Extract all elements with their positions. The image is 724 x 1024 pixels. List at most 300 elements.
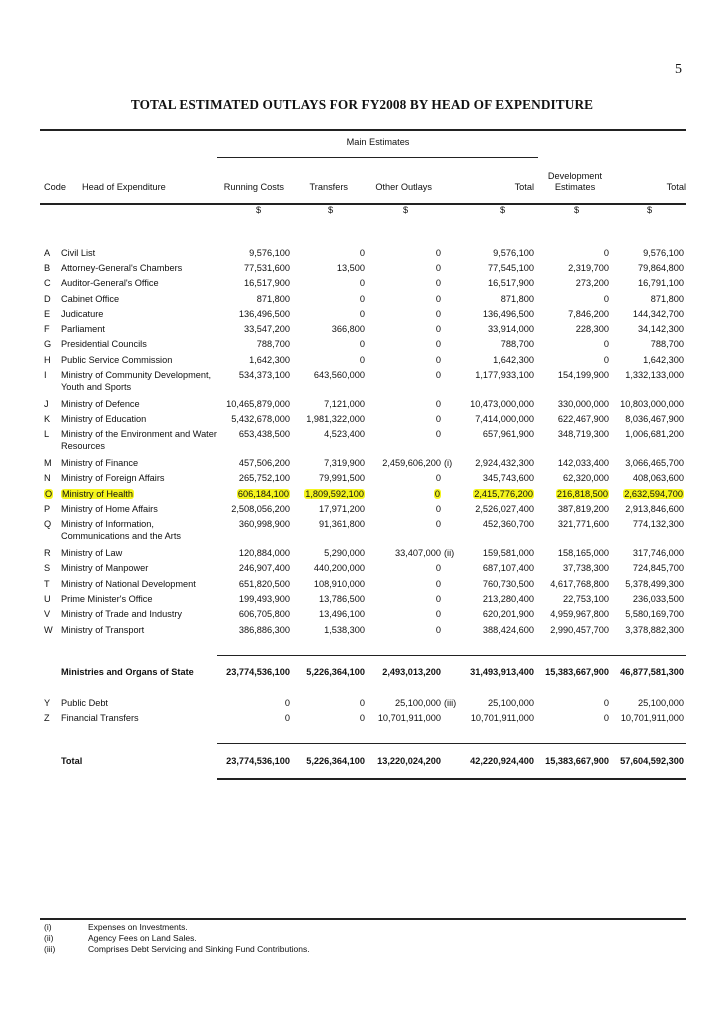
row-transfers: 91,361,800 (319, 519, 365, 529)
row-other-outlays: 0 (435, 370, 441, 380)
row-main-total: 1,177,933,100 (475, 370, 534, 380)
col-header-running-costs: Running Costs (223, 182, 284, 192)
row-running-costs: 653,438,500 (238, 429, 290, 439)
row-grand-total: 16,791,100 (638, 278, 684, 288)
row-grand-total: 5,580,169,700 (625, 609, 684, 619)
row-other-outlays: 0 (435, 355, 441, 365)
total-running: 23,774,536,100 (226, 756, 290, 766)
row-main-total: 452,360,700 (482, 519, 534, 529)
row-other-outlays: 0 (435, 504, 441, 514)
row-head (61, 324, 105, 336)
row-head (61, 339, 147, 351)
row-grand-total: 1,006,681,200 (625, 429, 684, 439)
table-row (0, 355, 724, 369)
row-other-outlays: 0 (435, 324, 441, 334)
col-header-other-outlays: Other Outlays (375, 182, 432, 192)
row-other-outlays: 0 (435, 625, 441, 635)
row-code: Q (44, 519, 52, 529)
highlight-mark: 216,818,500 (556, 489, 608, 499)
row-transfers: 13,500 (336, 263, 365, 273)
row-grand-total: 788,700 (650, 339, 684, 349)
row-running-costs: 1,642,300 (249, 355, 290, 365)
row-head-line1: Ministry of Transport (61, 625, 145, 635)
table-row (0, 473, 724, 487)
row-running-costs: 606,705,800 (238, 609, 290, 619)
row-running-costs: 33,547,200 (244, 324, 290, 334)
row-running-costs: 5,432,678,000 (231, 414, 290, 424)
row-transfers: 4,523,400 (324, 429, 365, 439)
row-running-costs: 788,700 (256, 339, 290, 349)
row-footnote-mark: (i) (444, 458, 453, 468)
table-row (0, 458, 724, 472)
highlight-mark: 606,184,100 (237, 489, 289, 499)
row-main-total: 345,743,600 (482, 473, 534, 483)
subtotal-grand-total: 46,877,581,300 (620, 667, 684, 677)
row-main-total (473, 489, 534, 499)
row-development: 2,990,457,700 (550, 625, 609, 635)
row-code: V (44, 609, 51, 619)
row-head (61, 594, 152, 606)
row-transfers: 0 (359, 339, 365, 349)
row-development: 2,319,700 (568, 263, 609, 273)
table-row (0, 489, 724, 503)
subtotal-development: 15,383,667,900 (545, 667, 609, 677)
row-other-outlays: 0 (435, 399, 441, 409)
currency-running: $ (256, 205, 262, 215)
row-head (61, 625, 144, 637)
row-other-outlays: 2,459,606,200 (382, 458, 441, 468)
row-code: I (44, 370, 47, 380)
row-main-total: 2,526,027,400 (475, 504, 534, 514)
row-running-costs: 10,465,879,000 (226, 399, 290, 409)
row-running-costs: 265,752,100 (238, 473, 290, 483)
subtotal-top-rule (217, 655, 686, 656)
row-code: L (44, 429, 50, 439)
subtotal-running: 23,774,536,100 (226, 667, 290, 677)
row-head-line1: Civil List (61, 248, 96, 258)
row-grand-total: 317,746,000 (632, 548, 684, 558)
col-header-head: Head of Expenditure (82, 182, 166, 192)
row-head-line1: Public Service Commission (61, 355, 173, 365)
row-other-outlays: 0 (435, 563, 441, 573)
row-transfers: 13,786,500 (319, 594, 365, 604)
row-transfers: 1,538,300 (324, 625, 365, 635)
row-transfers: 1,981,322,000 (306, 414, 365, 424)
table-top-rule (40, 129, 686, 131)
main-estimates-rule (217, 157, 538, 158)
row-main-total: 871,800 (500, 294, 534, 304)
row-code: N (44, 473, 51, 483)
subtotal-label: Ministries and Organs of State (61, 667, 194, 677)
row-other-outlays: 0 (435, 519, 441, 529)
row-head-line1: Ministry of Finance (61, 458, 139, 468)
row-footnote-mark: (ii) (444, 548, 455, 558)
footnote-text: Expenses on Investments. (88, 922, 188, 932)
row-transfers: 0 (359, 309, 365, 319)
main-estimates-label: Main Estimates (346, 137, 410, 147)
row-grand-total: 724,845,700 (632, 563, 684, 573)
footnote-mark: (ii) (44, 933, 54, 943)
row-footnote-mark: (iii) (444, 698, 457, 708)
row-development: 62,320,000 (563, 473, 609, 483)
total-main-total: 42,220,924,400 (470, 756, 534, 766)
table-row (0, 609, 724, 623)
subtotal-row (0, 667, 724, 681)
row-transfers: 17,971,200 (319, 504, 365, 514)
row-development: 348,719,300 (557, 429, 609, 439)
row-code: J (44, 399, 49, 409)
page-number: 5 (675, 62, 682, 77)
subtotal-other: 2,493,013,200 (382, 667, 441, 677)
row-running-costs: 871,800 (256, 294, 290, 304)
row-transfers (304, 489, 365, 499)
table-row (0, 713, 724, 727)
row-head: Public Debt (61, 698, 108, 708)
row-transfers: 643,560,000 (313, 370, 365, 380)
row-running-costs: 120,884,000 (238, 548, 290, 558)
row-grand-total: 2,913,846,600 (625, 504, 684, 514)
row-development: 0 (603, 248, 609, 258)
table-row (0, 324, 724, 338)
row-code: W (44, 625, 53, 635)
table-row (0, 414, 724, 428)
row-main-total: 7,414,000,000 (475, 414, 534, 424)
col-header-development (535, 171, 615, 193)
row-running-costs: 77,531,600 (244, 263, 290, 273)
total-label: Total (61, 756, 83, 766)
row-running-costs (237, 489, 290, 499)
row-transfers: 440,200,000 (313, 563, 365, 573)
row-other-outlays: 0 (435, 294, 441, 304)
row-code: A (44, 248, 51, 258)
row-other-outlays: 0 (435, 579, 441, 589)
row-head (61, 504, 158, 516)
row-grand-total (623, 489, 684, 499)
table-row (0, 429, 724, 451)
table-row (0, 563, 724, 577)
row-grand-total: 9,576,100 (643, 248, 684, 258)
table-row (0, 278, 724, 292)
row-other-outlays: 0 (435, 429, 441, 439)
row-grand-total: 8,036,467,900 (625, 414, 684, 424)
row-head (61, 294, 119, 306)
table-row (0, 698, 724, 712)
row-head-line1: Ministry of National Development (61, 579, 196, 589)
row-head (61, 355, 172, 367)
row-grand-total: 1,332,133,000 (625, 370, 684, 380)
row-transfers: 7,121,000 (324, 399, 365, 409)
row-head-line1: Ministry of Manpower (61, 563, 149, 573)
row-development (556, 489, 609, 499)
table-row (0, 519, 724, 541)
row-grand-total: 236,033,500 (632, 594, 684, 604)
total-row (0, 756, 724, 770)
row-head (61, 429, 217, 452)
row-other-outlays (434, 489, 441, 499)
table-row (0, 339, 724, 353)
row-head (61, 609, 182, 621)
row-development: 0 (603, 339, 609, 349)
row-code: D (44, 294, 51, 304)
row-grand-total: 3,378,882,300 (625, 625, 684, 635)
row-transfers: 13,496,100 (319, 609, 365, 619)
row-main-total: 77,545,100 (488, 263, 534, 273)
row-development: 387,819,200 (557, 504, 609, 514)
currency-transfers: $ (328, 205, 334, 215)
row-other-outlays: 0 (435, 248, 441, 258)
table-row (0, 248, 724, 262)
row-development: 7,846,200 (568, 309, 609, 319)
row-transfers: 0 (359, 713, 365, 723)
row-development: 228,300 (575, 324, 609, 334)
row-code: E (44, 309, 51, 319)
total-grand-total: 57,604,592,300 (620, 756, 684, 766)
row-head-line2: Communications and the Arts (61, 530, 182, 541)
row-other-outlays: 0 (435, 339, 441, 349)
row-running-costs: 16,517,900 (244, 278, 290, 288)
row-main-total: 25,100,000 (488, 698, 534, 708)
row-running-costs: 386,886,300 (238, 625, 290, 635)
row-head-line1: Ministry of Foreign Affairs (61, 473, 165, 483)
row-head-line1: Ministry of Health (62, 489, 133, 499)
row-head-line2: Resources (61, 440, 105, 451)
row-head (61, 579, 196, 591)
col-header-development-line2: Estimates (554, 182, 596, 192)
col-header-transfers: Transfers (309, 182, 348, 192)
row-head-line1: Judicature (61, 309, 104, 319)
row-running-costs: 246,907,400 (238, 563, 290, 573)
row-transfers: 79,991,500 (319, 473, 365, 483)
row-code: U (44, 594, 51, 604)
row-head-line1: Ministry of the Environment and Water (61, 429, 217, 439)
row-running-costs: 457,506,200 (238, 458, 290, 468)
col-header-development-line1: Development (547, 171, 603, 181)
row-code: F (44, 324, 50, 334)
row-code: T (44, 579, 50, 589)
row-head-line1: Ministry of Trade and Industry (61, 609, 183, 619)
page-title: TOTAL ESTIMATED OUTLAYS FOR FY2008 BY HEAD OF EXPENDITURE (130, 97, 594, 112)
row-code: B (44, 263, 51, 273)
row-code: M (44, 458, 52, 468)
row-head (61, 563, 148, 575)
row-head-line1: Ministry of Law (61, 548, 123, 558)
highlight-mark: 2,632,594,700 (624, 489, 683, 499)
row-head (61, 489, 134, 501)
row-running-costs: 199,493,900 (238, 594, 290, 604)
row-main-total: 388,424,600 (482, 625, 534, 635)
row-main-total: 760,730,500 (482, 579, 534, 589)
row-head-line1: Ministry of Community Development, (61, 370, 212, 380)
footnote-mark: (iii) (44, 944, 56, 954)
header-bottom-rule (40, 203, 686, 205)
footnote-text: Agency Fees on Land Sales. (88, 933, 197, 943)
row-development: 0 (603, 355, 609, 365)
row-grand-total: 5,378,499,300 (625, 579, 684, 589)
row-other-outlays: 0 (435, 309, 441, 319)
row-head-line1: Ministry of Education (61, 414, 147, 424)
row-transfers: 0 (359, 294, 365, 304)
row-code: Y (44, 698, 51, 708)
highlight-mark: 0 (434, 489, 440, 499)
row-other-outlays: 0 (435, 473, 441, 483)
row-main-total: 10,701,911,000 (470, 713, 534, 723)
table-row (0, 548, 724, 562)
row-other-outlays: 0 (435, 263, 441, 273)
row-head-line1: Prime Minister's Office (61, 594, 153, 604)
row-other-outlays: 10,701,911,000 (377, 713, 441, 723)
table-row (0, 294, 724, 308)
row-development: 321,771,600 (557, 519, 609, 529)
row-grand-total: 79,864,800 (638, 263, 684, 273)
row-head (61, 370, 211, 393)
row-development: 37,738,300 (563, 563, 609, 573)
row-grand-total: 3,066,465,700 (625, 458, 684, 468)
row-development: 4,617,768,800 (550, 579, 609, 589)
total-bottom-rule (217, 778, 686, 780)
row-development: 0 (603, 294, 609, 304)
currency-other: $ (403, 205, 409, 215)
subtotal-transfers: 5,226,364,100 (306, 667, 365, 677)
table-row (0, 263, 724, 277)
row-grand-total: 408,063,600 (632, 473, 684, 483)
row-transfers: 0 (359, 278, 365, 288)
row-main-total: 657,961,900 (482, 429, 534, 439)
row-development: 330,000,000 (557, 399, 609, 409)
currency-development: $ (574, 205, 580, 215)
row-head (61, 458, 138, 470)
row-code: G (44, 339, 52, 349)
row-other-outlays: 33,407,000 (395, 548, 441, 558)
row-main-total: 687,107,400 (482, 563, 534, 573)
row-head (61, 309, 103, 321)
row-head (61, 548, 122, 560)
row-transfers: 0 (359, 248, 365, 258)
row-main-total: 788,700 (500, 339, 534, 349)
row-running-costs: 136,496,500 (238, 309, 290, 319)
row-code: S (44, 563, 51, 573)
row-head (61, 399, 140, 411)
row-head-line1: Auditor-General's Office (61, 278, 159, 288)
row-running-costs: 9,576,100 (249, 248, 290, 258)
row-running-costs: 534,373,100 (238, 370, 290, 380)
row-running-costs: 2,508,056,200 (231, 504, 290, 514)
row-grand-total: 774,132,300 (632, 519, 684, 529)
row-head-line1: Ministry of Defence (61, 399, 140, 409)
footnote-rule (40, 918, 686, 920)
row-running-costs: 651,820,500 (238, 579, 290, 589)
row-main-total: 213,280,400 (482, 594, 534, 604)
row-transfers: 7,319,900 (324, 458, 365, 468)
table-row (0, 579, 724, 593)
table-row (0, 625, 724, 639)
row-development: 22,753,100 (563, 594, 609, 604)
row-head (61, 519, 181, 542)
currency-main-total: $ (500, 205, 506, 215)
row-head-line1: Ministry of Information, (61, 519, 154, 529)
row-main-total: 33,914,000 (488, 324, 534, 334)
row-head: Financial Transfers (61, 713, 139, 723)
table-row (0, 309, 724, 323)
row-main-total: 620,201,900 (482, 609, 534, 619)
row-development: 154,199,900 (557, 370, 609, 380)
footnote-text: Comprises Debt Servicing and Sinking Fund Contributions. (88, 944, 310, 954)
row-code: C (44, 278, 51, 288)
row-development: 142,033,400 (557, 458, 609, 468)
row-head-line1: Cabinet Office (61, 294, 120, 304)
col-header-code: Code (44, 182, 66, 192)
row-development: 158,165,000 (557, 548, 609, 558)
row-grand-total: 25,100,000 (638, 698, 684, 708)
row-running-costs: 0 (284, 698, 290, 708)
row-running-costs: 360,998,900 (238, 519, 290, 529)
highlight-mark: O (45, 489, 53, 499)
row-main-total: 136,496,500 (482, 309, 534, 319)
row-main-total: 16,517,900 (488, 278, 534, 288)
row-code: P (44, 504, 51, 514)
row-main-total: 9,576,100 (493, 248, 534, 258)
row-other-outlays: 0 (435, 278, 441, 288)
currency-grand-total: $ (647, 205, 653, 215)
row-development: 622,467,900 (557, 414, 609, 424)
row-code (44, 489, 53, 499)
row-other-outlays: 0 (435, 609, 441, 619)
row-transfers: 108,910,000 (313, 579, 365, 589)
row-code: Z (44, 713, 50, 723)
row-development: 273,200 (575, 278, 609, 288)
row-development: 0 (603, 698, 609, 708)
total-top-rule (217, 743, 686, 744)
row-head (61, 278, 159, 290)
row-head-line1: Parliament (61, 324, 105, 334)
row-main-total: 10,473,000,000 (470, 399, 534, 409)
row-transfers: 5,290,000 (324, 548, 365, 558)
total-other: 13,220,024,200 (377, 756, 441, 766)
subtotal-main-total: 31,493,913,400 (470, 667, 534, 677)
row-head-line1: Attorney-General's Chambers (61, 263, 183, 273)
row-code: R (44, 548, 51, 558)
row-development: 0 (603, 713, 609, 723)
row-head-line1: Presidential Councils (61, 339, 147, 349)
row-code: H (44, 355, 51, 365)
row-grand-total: 1,642,300 (643, 355, 684, 365)
row-other-outlays: 25,100,000 (395, 698, 441, 708)
row-transfers: 0 (359, 355, 365, 365)
row-head-line1: Ministry of Home Affairs (61, 504, 158, 514)
row-grand-total: 10,803,000,000 (620, 399, 684, 409)
row-other-outlays: 0 (435, 414, 441, 424)
row-main-total: 2,924,432,300 (475, 458, 534, 468)
row-code: K (44, 414, 51, 424)
table-row (0, 399, 724, 413)
row-development: 4,959,967,800 (550, 609, 609, 619)
col-header-main-total: Total (514, 182, 534, 192)
total-transfers: 5,226,364,100 (306, 756, 365, 766)
row-other-outlays: 0 (435, 594, 441, 604)
highlight-mark: 2,415,776,200 (474, 489, 533, 499)
row-main-total: 159,581,000 (482, 548, 534, 558)
row-grand-total: 871,800 (650, 294, 684, 304)
row-grand-total: 144,342,700 (632, 309, 684, 319)
row-transfers: 0 (359, 698, 365, 708)
col-header-grand-total: Total (666, 182, 686, 192)
table-row (0, 370, 724, 392)
row-head-line2: Youth and Sports (61, 381, 132, 392)
row-running-costs: 0 (284, 713, 290, 723)
row-grand-total: 10,701,911,000 (620, 713, 684, 723)
highlight-mark: 1,809,592,100 (305, 489, 364, 499)
row-head (61, 263, 182, 275)
row-transfers: 366,800 (331, 324, 365, 334)
